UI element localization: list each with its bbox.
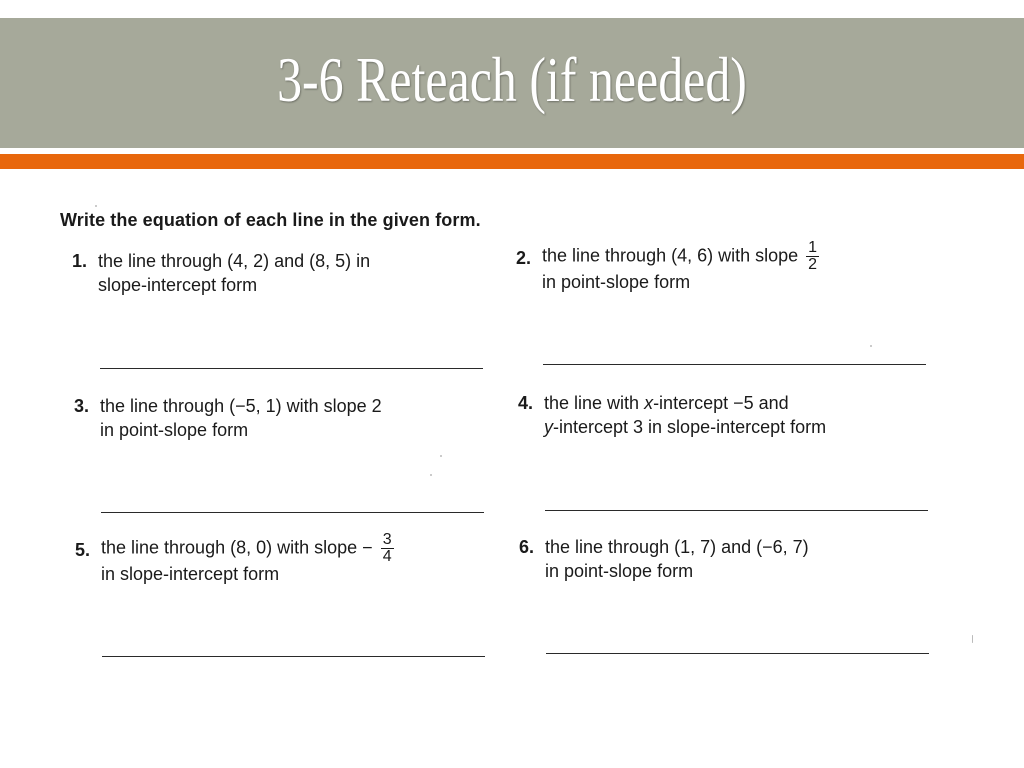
problem-text: the line through (1, 7) and (−6, 7)	[545, 537, 809, 557]
fraction-numerator: 1	[808, 239, 818, 256]
answer-line-5[interactable]	[102, 656, 485, 657]
answer-line-1[interactable]	[100, 368, 483, 369]
fraction-numerator: 3	[382, 531, 392, 548]
problem-form: slope-intercept form	[98, 275, 258, 295]
problem-text: the line through (4, 6) with slope	[542, 245, 799, 266]
answer-line-3[interactable]	[101, 512, 484, 513]
problem-number: 2.	[516, 248, 532, 268]
problem-text-wrap	[542, 240, 819, 273]
answer-line-6[interactable]	[546, 653, 929, 654]
problem-form: in point-slope form	[542, 272, 691, 292]
problem-text: the line through (8, 0) with slope −	[101, 537, 373, 558]
problem-form	[544, 415, 826, 439]
problem-text-wrap	[101, 532, 394, 565]
problem-text-part: -intercept −5 and	[653, 393, 789, 413]
scan-speck	[95, 205, 97, 207]
slope-fraction	[806, 240, 819, 273]
fraction-denominator: 2	[808, 256, 818, 273]
fraction-denominator: 4	[382, 548, 392, 565]
variable-x: x	[644, 393, 654, 413]
scan-speck	[430, 474, 432, 476]
problem-text: the line through (4, 2) and (8, 5) in	[98, 251, 371, 271]
problem-number: 5.	[75, 540, 91, 560]
answer-line-2[interactable]	[543, 364, 926, 365]
problem-text: the line through (−5, 1) with slope 2	[100, 396, 382, 416]
problem-form-text: -intercept 3 in slope-intercept form	[553, 417, 827, 437]
scan-speck	[972, 635, 973, 643]
worksheet-instruction: Write the equation of each line in the given form.	[60, 210, 481, 230]
problem-text-part: the line with	[544, 393, 645, 413]
problem-form: in point-slope form	[100, 420, 249, 440]
problem-number: 1.	[72, 251, 88, 271]
problem-text	[544, 391, 789, 415]
slope-fraction	[381, 532, 394, 565]
accent-rule	[0, 154, 1024, 169]
scan-speck	[870, 345, 872, 347]
slide-title: 3-6 Reteach (if needed)	[277, 44, 747, 115]
problem-form: in slope-intercept form	[101, 564, 280, 584]
scan-speck	[440, 455, 442, 457]
problem-number: 3.	[74, 396, 90, 416]
problem-number: 4.	[518, 393, 534, 413]
answer-line-4[interactable]	[545, 510, 928, 511]
variable-y: y	[544, 417, 553, 437]
problem-form: in point-slope form	[545, 561, 694, 581]
problem-number: 6.	[519, 537, 535, 557]
